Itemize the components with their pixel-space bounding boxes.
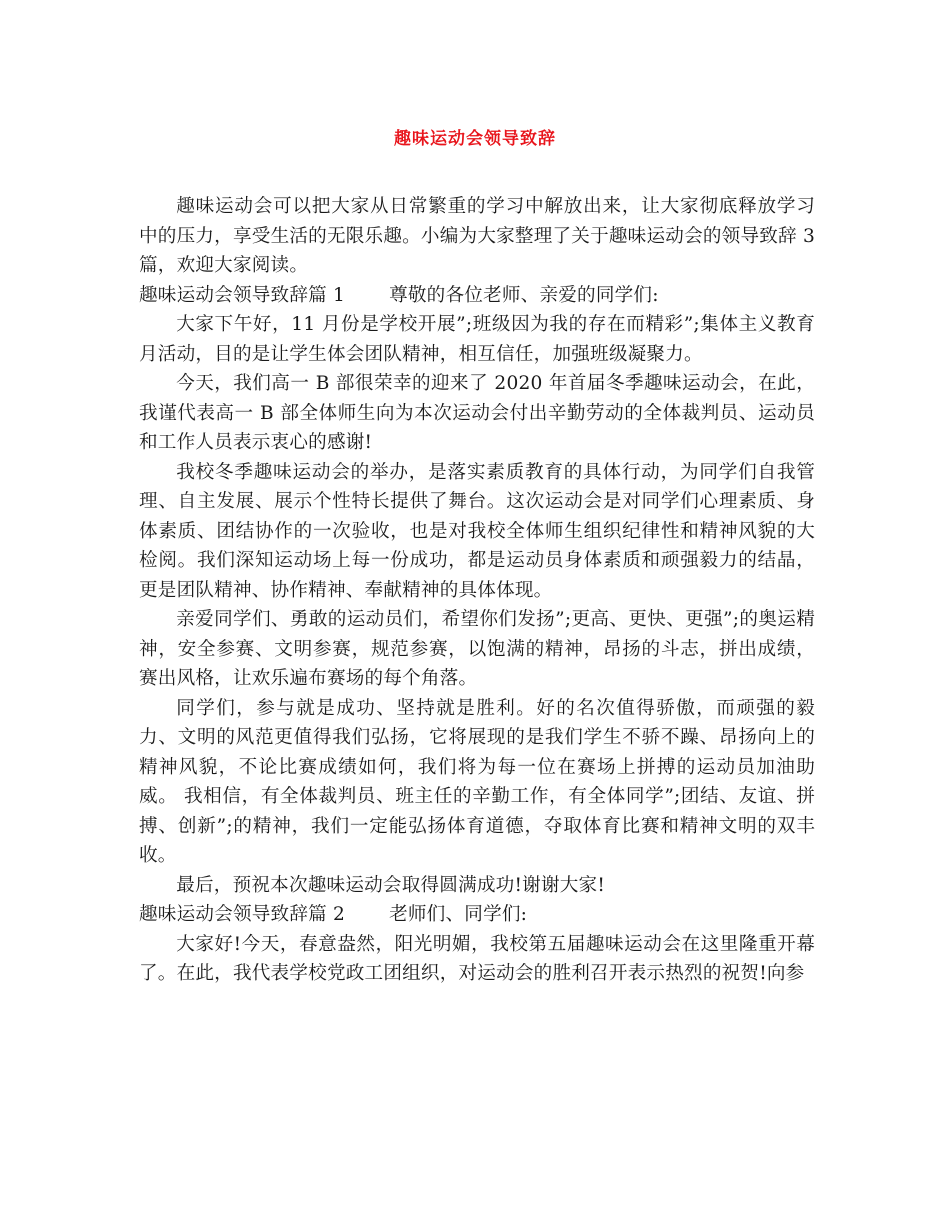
body-paragraph: 亲爱同学们、勇敢的运动员们，希望你们发扬”;更高、更快、更强”;的奥运精神，安全参赛、文明参赛，规范参赛，以饱满的精神，昂扬的斗志，拼出成绩，赛出风格，让欢乐遍布赛场的每个角落。 [139,609,815,689]
body-paragraph: 今天，我们高一 B 部很荣幸的迎来了 2020 年首届冬季趣味运动会，在此，我谨代表高一 B 部全体师生向为本次运动会付出辛勤劳动的全体裁判员、运动员和工作人员表示衷心的感谢! [139,373,815,453]
body-paragraph: 同学们，参与就是成功、坚持就是胜利。好的名次值得骄傲，而顽强的毅力、文明的风范更值得我们弘扬，它将展现的是我们学生不骄不躁、昂扬向上的精神风貌，不论比赛成绩如何，我们将为每一位在赛场上拼搏的运动员加油助威。 我相信，有全体裁判员、班主任的辛勤工作，有全体同学”;团结、友谊、拼搏、创新”;的精神，我们一定能弘扬体育道德，夺取体育比赛和精神文明的双丰收。 [139,697,815,866]
section-title: 趣味运动会领导致辞篇 2 [139,904,346,925]
body-paragraph: 我校冬季趣味运动会的举办，是落实素质教育的具体行动，为同学们自我管理、自主发展、展示个性特长提供了舞台。这次运动会是对同学们心理素质、身体素质、团结协作的一次验收，也是对我校全体师生组织纪律性和精神风貌的大检阅。我们深知运动场上每一份成功，都是运动员身体素质和顽强毅力的结晶，更是团队精神、协作精神、奉献精神的具体体现。 [139,461,815,601]
section-title: 趣味运动会领导致辞篇 1 [139,284,346,306]
salutation: 老师们、同学们: [389,904,528,925]
section-heading-1 [139,281,815,311]
document-title: 趣味运动会领导致辞 [394,129,556,149]
intro-paragraph: 趣味运动会可以把大家从日常繁重的学习中解放出来，让大家彻底释放学习中的压力，享受生活的无限乐趣。小编为大家整理了关于趣味运动会的领导致辞 3 篇，欢迎大家阅读。 [139,196,815,276]
section-heading-2 [139,900,815,930]
document-body [139,192,815,989]
salutation: 尊敬的各位老师、亲爱的同学们: [389,284,659,306]
body-paragraph: 大家下午好，11 月份是学校开展”;班级因为我的存在而精彩”;集体主义教育月活动，目的是让学生体会团队精神，相互信任，加强班级凝聚力。 [139,314,815,365]
body-paragraph: 最后，预祝本次趣味运动会取得圆满成功!谢谢大家! [176,874,605,896]
body-paragraph: 大家好!今天，春意盎然，阳光明媚，我校第五届趣味运动会在这里隆重开幕了。在此，我代表学校党政工团组织，对运动会的胜利召开表示热烈的祝贺!向参 [139,933,815,984]
